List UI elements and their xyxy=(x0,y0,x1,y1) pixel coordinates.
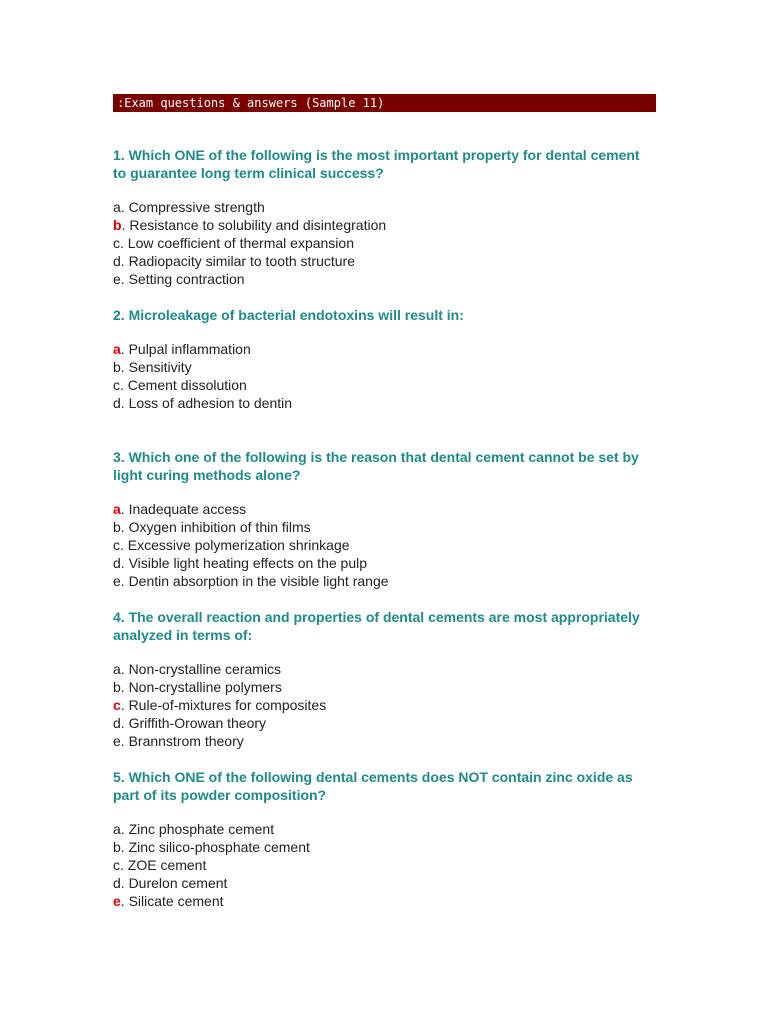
option-letter: b xyxy=(113,839,121,855)
correct-answer-letter: a xyxy=(113,341,121,357)
option-text: . Resistance to solubility and disintegration xyxy=(121,217,387,233)
option-b xyxy=(113,678,653,696)
option-text: . Zinc phosphate cement xyxy=(120,821,275,837)
option-letter: a xyxy=(113,199,121,215)
option-letter: b xyxy=(113,359,121,375)
option-list xyxy=(113,500,653,590)
option-letter: e xyxy=(113,271,121,287)
option-d xyxy=(113,252,653,270)
option-d xyxy=(113,394,653,412)
option-c xyxy=(113,536,653,554)
option-a xyxy=(113,340,653,358)
option-list xyxy=(113,660,653,750)
option-e xyxy=(113,892,653,910)
option-letter: c xyxy=(113,377,120,393)
option-letter: a xyxy=(113,821,121,837)
question-text: 2. Microleakage of bacterial endotoxins will result in: xyxy=(113,307,464,323)
option-letter: e xyxy=(113,573,121,589)
option-d xyxy=(113,874,653,892)
correct-answer-letter: a xyxy=(113,501,121,517)
option-text: . Silicate cement xyxy=(120,893,224,909)
option-text: . Excessive polymerization shrinkage xyxy=(120,537,350,553)
correct-answer-letter: c xyxy=(113,697,121,713)
question-text: 5. Which ONE of the following dental cements does NOT contain zinc oxide as part of its powder composition? xyxy=(113,769,633,803)
option-c xyxy=(113,376,653,394)
option-b xyxy=(113,838,653,856)
option-text: . Radiopacity similar to tooth structure xyxy=(120,253,356,269)
option-letter: e xyxy=(113,733,121,749)
option-text: . Cement dissolution xyxy=(120,377,247,393)
option-list xyxy=(113,198,653,288)
option-letter: d xyxy=(113,395,121,411)
option-text: . Inadequate access xyxy=(120,501,247,517)
option-b xyxy=(113,216,653,234)
option-list xyxy=(113,820,653,910)
option-text: . Pulpal inflammation xyxy=(120,341,251,357)
correct-answer-letter: b xyxy=(113,217,122,233)
question-3 xyxy=(113,448,653,590)
section-header xyxy=(113,94,656,112)
option-letter: b xyxy=(113,519,121,535)
section-header-title: :Exam questions & answers (Sample 11) xyxy=(117,96,385,110)
option-d xyxy=(113,714,653,732)
question-1 xyxy=(113,146,653,288)
option-text: . Loss of adhesion to dentin xyxy=(120,395,293,411)
question-text: 3. Which one of the following is the reason that dental cement cannot be set by light curing methods alone? xyxy=(113,449,639,483)
option-letter: d xyxy=(113,555,121,571)
option-d xyxy=(113,554,653,572)
option-a xyxy=(113,820,653,838)
option-list xyxy=(113,340,653,412)
option-text: . Brannstrom theory xyxy=(120,733,244,749)
question-text: 1. Which ONE of the following is the most important property for dental cement to guarantee long term clinical success? xyxy=(113,147,640,181)
option-a xyxy=(113,660,653,678)
option-e xyxy=(113,572,653,590)
option-text: . Dentin absorption in the visible light range xyxy=(120,573,389,589)
option-b xyxy=(113,358,653,376)
correct-answer-letter: e xyxy=(113,893,121,909)
option-letter: d xyxy=(113,715,121,731)
option-letter: d xyxy=(113,253,121,269)
option-letter: d xyxy=(113,875,121,891)
question-4 xyxy=(113,608,653,750)
option-a xyxy=(113,198,653,216)
option-b xyxy=(113,518,653,536)
option-text: . Non-crystalline ceramics xyxy=(120,661,282,677)
option-letter: c xyxy=(113,235,120,251)
option-c xyxy=(113,234,653,252)
option-text: . Oxygen inhibition of thin films xyxy=(120,519,311,535)
option-text: . Zinc silico-phosphate cement xyxy=(120,839,310,855)
questions-container xyxy=(113,146,653,928)
option-a xyxy=(113,500,653,518)
option-letter: b xyxy=(113,679,121,695)
question-2 xyxy=(113,306,653,412)
option-text: . Rule-of-mixtures for composites xyxy=(120,697,327,713)
question-text: 4. The overall reaction and properties of dental cements are most appropriately analyzed in terms of: xyxy=(113,609,640,643)
option-text: . Low coefficient of thermal expansion xyxy=(120,235,354,251)
option-letter: c xyxy=(113,857,120,873)
option-text: . Durelon cement xyxy=(120,875,228,891)
question-5 xyxy=(113,768,653,910)
option-text: . Setting contraction xyxy=(120,271,245,287)
option-text: . Sensitivity xyxy=(120,359,192,375)
option-text: . Visible light heating effects on the pulp xyxy=(120,555,368,571)
option-c xyxy=(113,696,653,714)
option-text: . Non-crystalline polymers xyxy=(120,679,282,695)
option-text: . Compressive strength xyxy=(120,199,265,215)
option-e xyxy=(113,270,653,288)
option-letter: a xyxy=(113,661,121,677)
option-c xyxy=(113,856,653,874)
option-letter: c xyxy=(113,537,120,553)
option-text: . ZOE cement xyxy=(120,857,207,873)
option-text: . Griffith-Orowan theory xyxy=(120,715,267,731)
option-e xyxy=(113,732,653,750)
